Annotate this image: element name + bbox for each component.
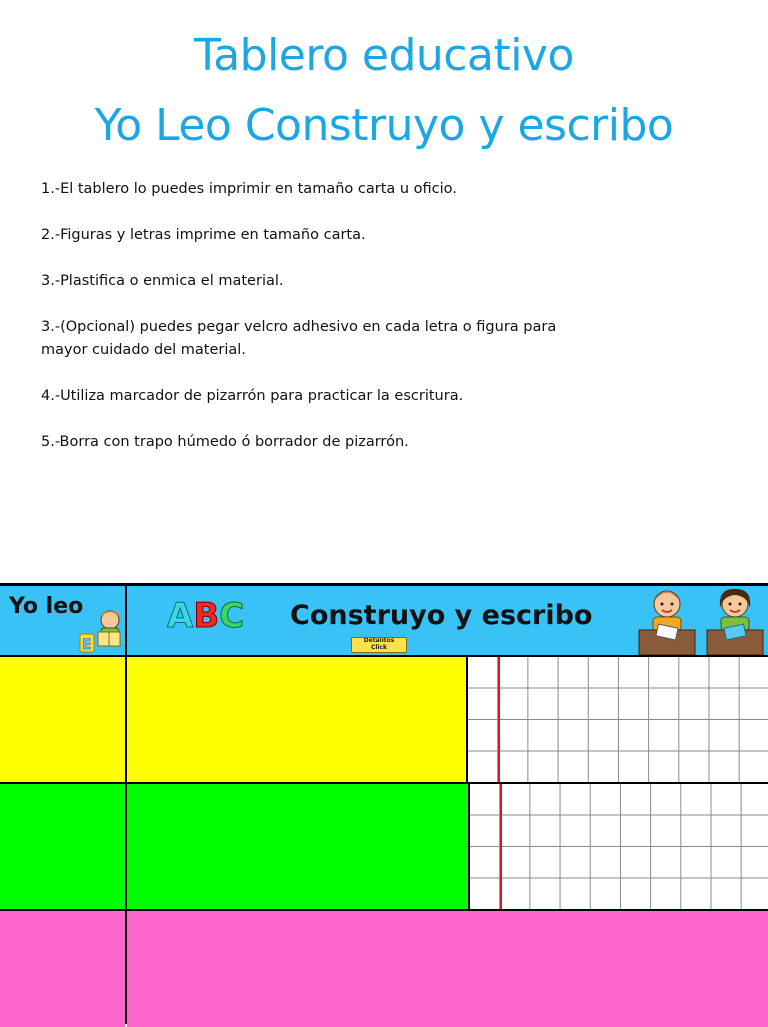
row2-word-slot: [127, 784, 468, 909]
abc-logo: ABC: [167, 596, 245, 636]
row1-margin-line: [498, 657, 500, 782]
boy-writing-icon: [635, 586, 699, 655]
instruction-item: 5.-Borra con trapo húmedo ó borrador de pizarrón.: [41, 434, 409, 450]
instruction-item: 3.-Plastifica o enmica el material.: [41, 273, 284, 289]
page-title-line1: Tablero educativo: [194, 30, 574, 81]
instruction-item: 3.-(Opcional) puedes pegar velcro adhesivo en cada letra o figura para mayor cuidado del material.: [41, 319, 557, 358]
page-title-line2: Yo Leo Construyo y escribo: [94, 100, 674, 151]
instructions-list: [41, 178, 601, 477]
educational-board: [0, 583, 768, 1024]
row2-image-slot: [0, 784, 125, 909]
svg-text:E: E: [82, 637, 92, 653]
instruction-item: 1.-El tablero lo puedes imprimir en tamaño carta u oficio.: [41, 181, 457, 197]
row1-writing-grid: [468, 657, 768, 782]
board-header-left: [0, 586, 125, 655]
instruction-item: 4.-Utiliza marcador de pizarrón para practicar la escritura.: [41, 388, 464, 404]
yo-leo-label: Yo leo: [9, 594, 84, 619]
board-header-main: [127, 586, 768, 655]
row1-word-slot: [127, 657, 466, 782]
row3-word-slot: [127, 911, 768, 1027]
row2-margin-line: [500, 784, 502, 909]
reading-child-icon: [78, 608, 122, 654]
pencil-icon: Detalitos Click: [351, 637, 407, 653]
row3-image-slot: [0, 911, 125, 1027]
instruction-item: 2.-Figuras y letras imprime en tamaño carta.: [41, 227, 366, 243]
girl-writing-icon: [703, 586, 767, 655]
row2-writing-grid: [470, 784, 768, 909]
row1-image-slot: [0, 657, 125, 782]
construyo-escribo-label: Construyo y escribo: [290, 600, 593, 631]
